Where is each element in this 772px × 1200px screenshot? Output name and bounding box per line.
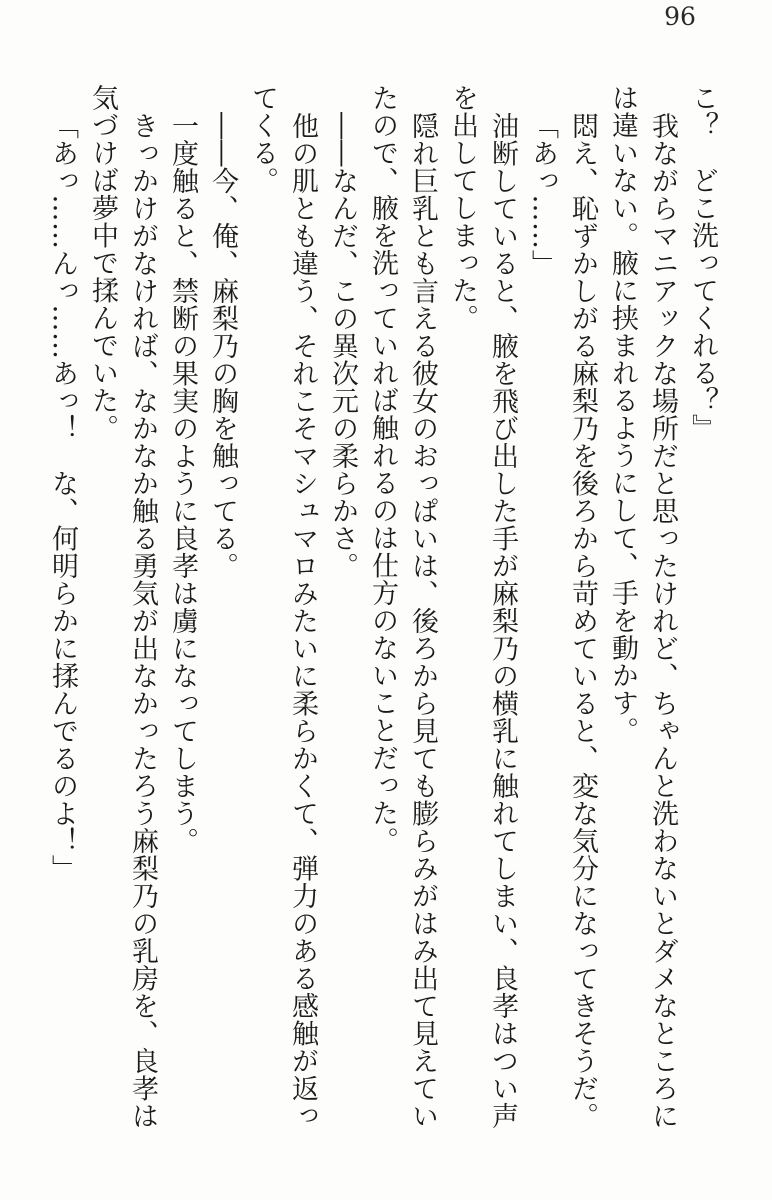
paragraph: 油断していると、腋を飛び出した手が麻梨乃の横乳に触れてしまい、良孝はつい声を出してしまった。 xyxy=(447,84,518,1129)
paragraph: 我ながらマニアックな場所だと思ったけれど、ちゃんと洗わないとダメなところには違いない。腋に挟まれるようにして、手を動かす。 xyxy=(607,84,678,1129)
paragraph: 悶え、恥ずかしがる麻梨乃を後ろから苛めていると、変な気分になってきそうだ。 xyxy=(567,111,598,1129)
paragraph: きっかけがなければ、なかなか触る勇気が出なかったろう麻梨乃の乳房を、良孝は気づけば夢中で揉んでいた。 xyxy=(87,84,158,1129)
paragraph: こ？ どこ洗ってくれる？』 xyxy=(687,84,718,442)
paragraph: ――今、俺、麻梨乃の胸を触ってる。 xyxy=(207,111,238,579)
page-number: 96 xyxy=(664,2,696,31)
paragraph: ――なんだ、この異次元の柔らかさ。 xyxy=(327,111,358,579)
paragraph: 一度触ると、禁断の果実のように良孝は虜になってしまう。 xyxy=(167,111,198,854)
paragraph: 「あっ……んっ……あっ！ な、何明らかに揉んでるのよ！」 xyxy=(47,111,78,882)
paragraph: 隠れ巨乳とも言える彼女のおっぱいは、後ろから見ても膨らみがはみ出て見えていたので、腋を洗っていれば触れるのは仕方のないことだった。 xyxy=(367,84,438,1129)
paragraph: 他の肌とも違う、それこそマシュマロみたいに柔らかくて、弾力のある感触が返ってくる。 xyxy=(247,84,318,1129)
paragraph: 「あっ……」 xyxy=(527,111,558,277)
text-block xyxy=(42,84,722,1130)
